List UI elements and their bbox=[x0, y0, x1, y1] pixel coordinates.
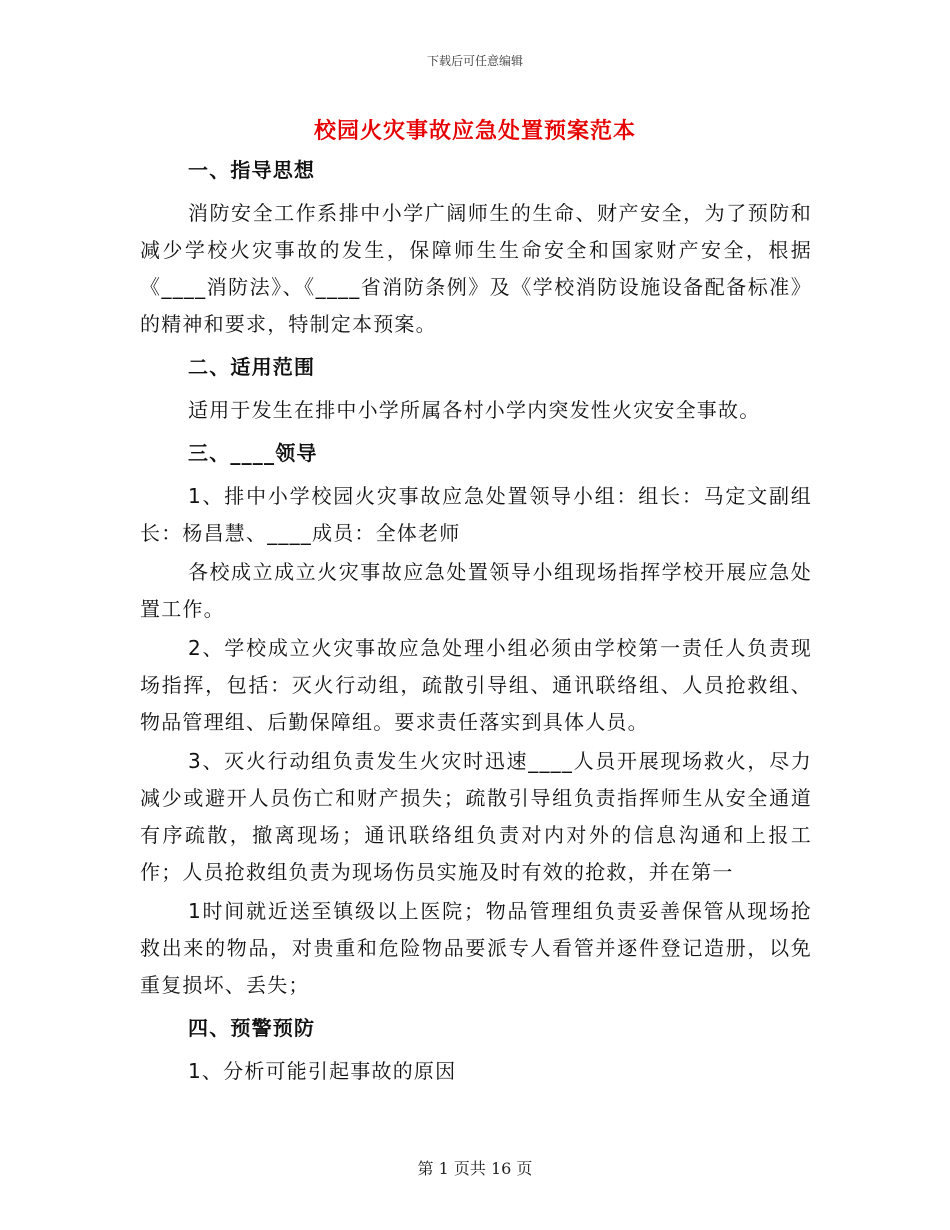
paragraph: 适用于发生在排中小学所属各村小学内突发性火灾安全事故。 bbox=[188, 398, 761, 422]
paragraph: 各校成立成立火灾事故应急处置领导小组现场指挥学校开展应急处置工作。 bbox=[140, 560, 812, 621]
paragraph: 消防安全工作系排中小学广阔师生的生命、财产安全，为了预防和减少学校火灾事故的发生，保障师生生命安全和国家财产安全，根据《____消防法》、《____省消防条例》及《学校消防设施设备配备标准》的精神和要求，特制定本预案。 bbox=[140, 201, 812, 336]
section-heading: 二、适用范围 bbox=[188, 355, 316, 379]
paragraph: 1时间就近送至镇级以上医院；物品管理组负责妥善保管从现场抢救出来的物品，对贵重和危险物品要派专人看管并逐件登记造册，以免重复损坏、丢失； bbox=[140, 899, 812, 997]
section-heading: 一、指导思想 bbox=[188, 158, 316, 182]
document-title: 校园火灾事故应急处置预案范本 bbox=[313, 119, 636, 144]
paragraph: 2、学校成立火灾事故应急处理小组必须由学校第一责任人负责现场指挥，包括：灭火行动组，疏散引导组、通讯联络组、人员抢救组、物品管理组、后勤保障组。要求责任落实到具体人员。 bbox=[140, 636, 812, 734]
section-heading: 四、预警预防 bbox=[188, 1016, 316, 1040]
paragraph: 3、灭火行动组负责发生火灾时迅速____人员开展现场救火，尽力减少或避开人员伤亡和财产损失；疏散引导组负责指挥师生从安全通道有序疏散，撤离现场；通讯联络组负责对内对外的信息沟通和上报工作；人员抢救组负责为现场伤员实施及时有效的抢救，并在第一 bbox=[140, 749, 812, 884]
paragraph: 1、分析可能引起事故的原因 bbox=[188, 1059, 457, 1083]
document-body bbox=[140, 150, 812, 1090]
paragraph: 1、排中小学校园火灾事故应急处置领导小组：组长：马定文副组长：杨昌慧、____成员：全体老师 bbox=[140, 484, 812, 545]
page-header: 下载后可任意编辑 bbox=[426, 54, 523, 68]
section-heading: 三、____领导 bbox=[188, 441, 318, 465]
page-footer: 第 1 页共 16 页 bbox=[417, 1159, 533, 1178]
